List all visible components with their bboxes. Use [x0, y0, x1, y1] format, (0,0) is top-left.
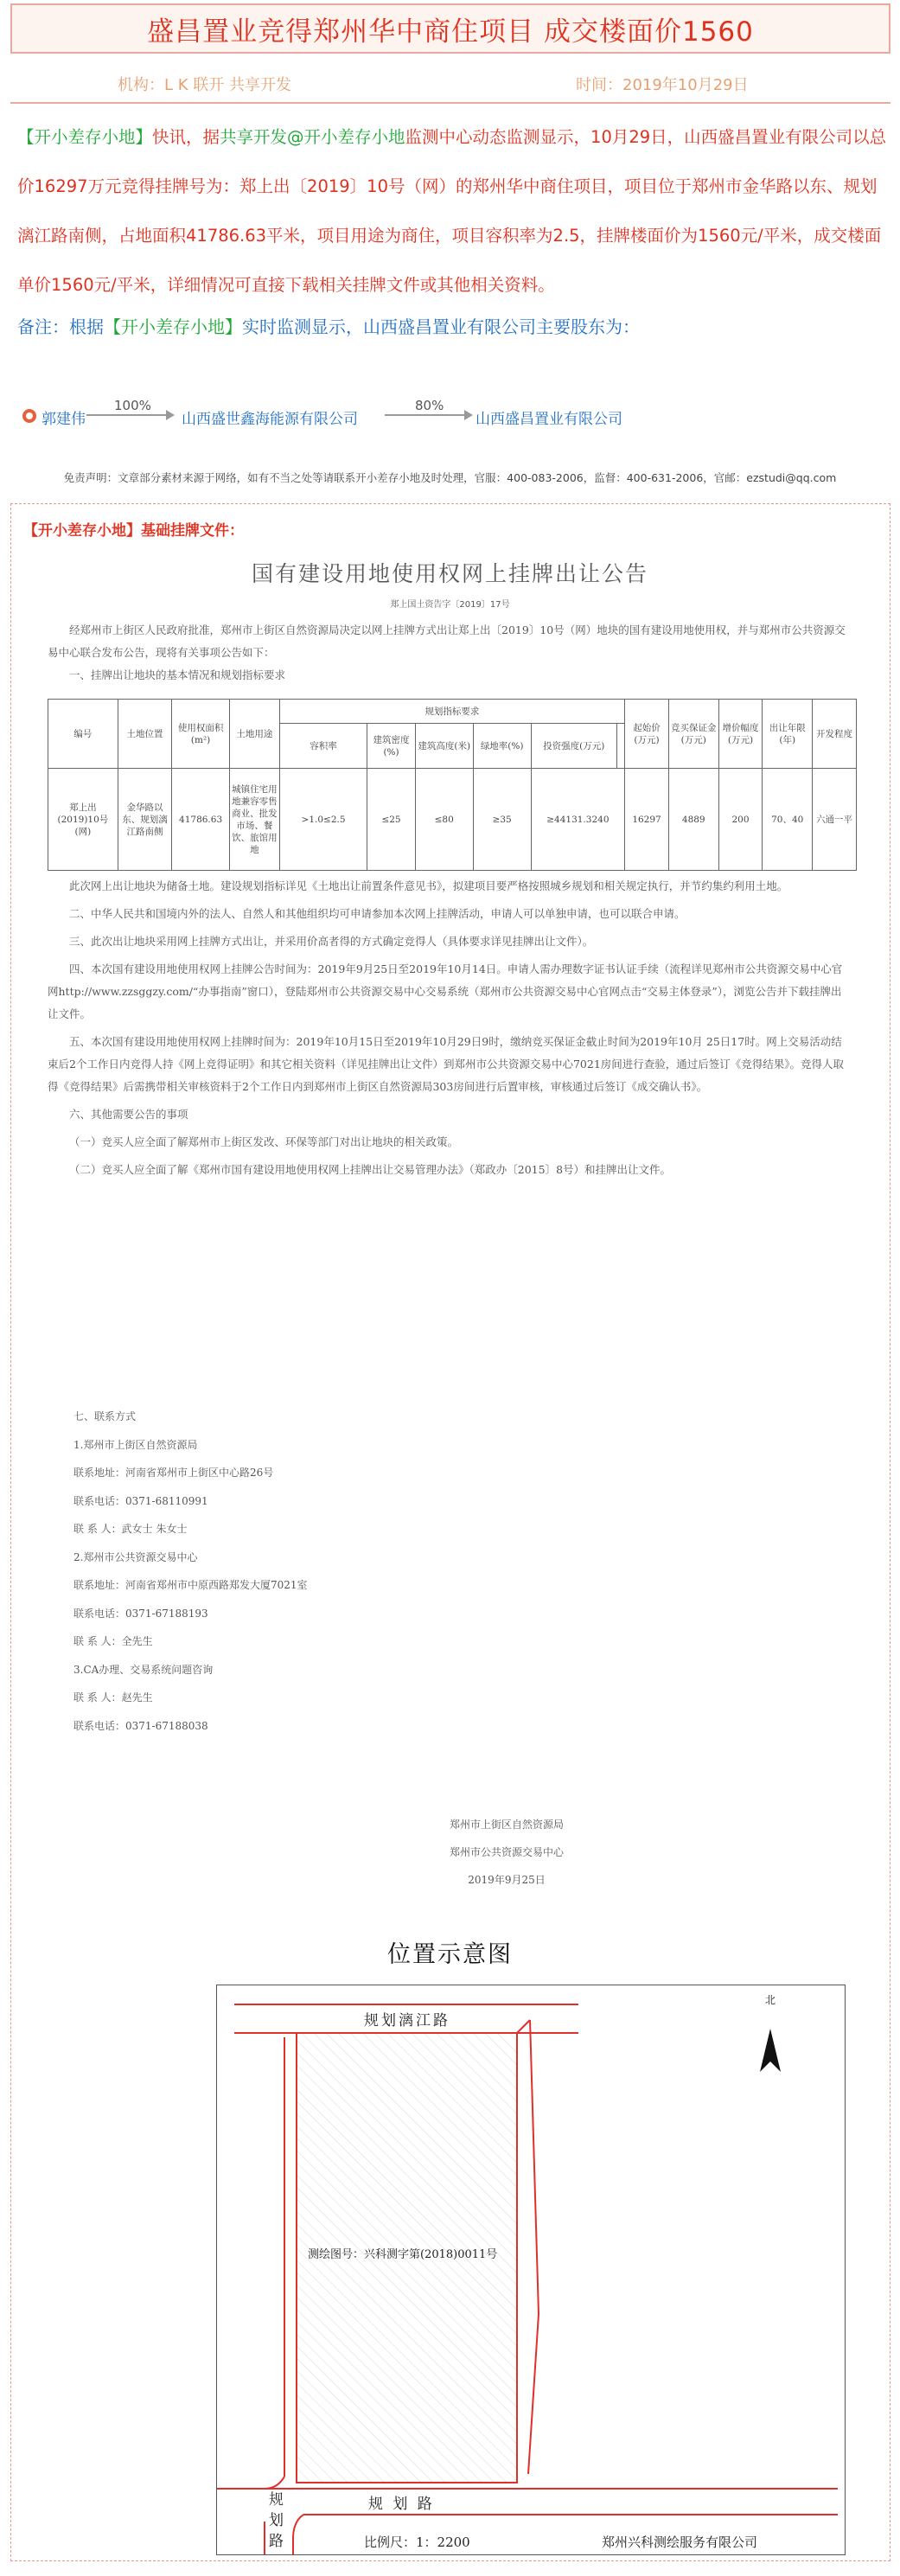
contact-person-1: 联 系 人：武女士 朱女士	[73, 1523, 188, 1535]
td-delivery: 六通一平	[813, 769, 857, 871]
th-no: 编号	[48, 700, 118, 769]
th-plan: 规划指标要求	[279, 700, 624, 724]
th-height: 建筑高度(米)	[415, 724, 473, 769]
article-title: 盛昌置业竞得郑州华中商住项目 成交楼面价1560	[147, 16, 754, 48]
para-method: 三、此次出让地块采用网上挂牌方式出让，并采用价高者得的方式确定竞得人（具体要求详见挂牌出让文件）。	[69, 935, 594, 948]
signer-1: 郑州市上街区自然资源局	[450, 1819, 565, 1831]
road-label-left-2: 划	[269, 2512, 286, 2529]
contact-person-3: 联 系 人：赵先生	[73, 1691, 153, 1703]
share-percent-1: 100%	[114, 398, 151, 413]
arrow-right-icon	[86, 414, 173, 416]
th-start-price: 起始价(万元)	[625, 700, 669, 769]
para-other-heading: 六、其他需要公告的事项	[69, 1108, 188, 1121]
para-announcement-time: 四、本次国有建设用地使用权网上挂牌公告时间为：2019年9月25日至2019年10月14日。申请人需办理数字证书认证手续（流程详见郑州市公共资源交易中心官网http://www.zzsggzy.com/“办事指南”窗口），登陆郑州市公共资源交易中心交易系统（郑州市公共资源交易中心官网点击“交易主体登录”），浏览公告并下载挂牌出让文件。	[48, 962, 843, 1020]
note-tag: 【开小差存小地】	[104, 316, 242, 337]
th-years: 出让年限(年)	[763, 700, 813, 769]
sign-date: 2019年9月25日	[468, 1874, 546, 1886]
article-meta	[10, 59, 890, 104]
road-label-top: 规划漓江路	[364, 2012, 450, 2029]
th-invest: 投资强度(万元)	[531, 724, 616, 769]
th-green: 绿地率(%)	[473, 724, 531, 769]
td-density: ≤25	[367, 769, 415, 871]
road-label-bottom: 规 划 路	[368, 2496, 435, 2513]
map-title: 位置示意图	[387, 1941, 513, 1968]
th-step: 增价幅度(万元)	[718, 700, 763, 769]
survey-company: 郑州兴科测绘服务有限公司	[602, 2534, 758, 2550]
td-step: 200	[718, 769, 763, 871]
td-start-price: 16297	[625, 769, 669, 871]
article-institution: 机构：L K 联开 共享开发	[118, 76, 291, 94]
td-green: ≥35	[473, 769, 531, 871]
para-other-2: （二）竞买人应全面了解《郑州市国有建设用地使用权网上挂牌出让交易管理办法》（郑政办〔2015〕8号）和挂牌出让文件。	[69, 1163, 672, 1176]
para-other-1: （一）竞买人应全面了解郑州市上街区发改、环保等部门对出让地块的相关政策。	[69, 1135, 459, 1148]
contact-person-2: 联 系 人：全先生	[73, 1635, 153, 1647]
contact-phone-2: 联系电话：0371-67188193	[73, 1607, 208, 1620]
news-paragraph	[17, 112, 890, 310]
td-years: 70、40	[763, 769, 813, 871]
article-time: 时间：2019年10月29日	[576, 76, 749, 94]
shareholder-company-1[interactable]: 山西盛世鑫海能源有限公司	[182, 411, 358, 428]
arrow-right-icon	[385, 414, 471, 416]
disclaimer: 免责声明：文章部分素材来源于网络，如有不当之处等请联系开小差存小地及时处理，官服：400-083-2006，监督：400-631-2006，官邮：ezstudi@qq.com	[63, 471, 837, 484]
announcement-intro	[48, 619, 852, 687]
td-area: 41786.63	[172, 769, 230, 871]
contact-heading: 七、联系方式	[73, 1410, 137, 1422]
contact-phone-1: 联系电话：0371-68110991	[73, 1494, 208, 1507]
basic-listing-title: 【开小差存小地】基础挂牌文件：	[23, 522, 244, 540]
share-percent-2: 80%	[415, 398, 444, 413]
th-deposit: 竞买保证金(万元)	[668, 700, 718, 769]
contact-org-2: 2.郑州市公共资源交易中心	[73, 1550, 198, 1563]
contact-info	[73, 1403, 308, 1740]
note-text-a: 备注：根据	[17, 316, 104, 337]
person-icon	[22, 409, 36, 423]
north-label: 北	[764, 1994, 776, 2006]
contact-address-2: 联系地址：河南省郑州市中原西路郑发大厦7021室	[73, 1579, 308, 1591]
para-eligibility: 二、中华人民共和国境内外的法人、自然人和其他组织均可申请参加本次网上挂牌活动，申请人可以单独申请，也可以联合申请。	[69, 907, 686, 920]
th-area: 使用权面积(m²)	[172, 700, 230, 769]
shareholder-chain	[17, 400, 890, 434]
td-far: >1.0≤2.5	[279, 769, 367, 871]
road-label-left-1: 规	[269, 2491, 286, 2509]
td-no: 郑上出(2019)10号(网)	[48, 769, 118, 871]
para-storage-land: 此次网上出让地块为储备土地。建设规划指标详见《土地出让前置条件意见书》，拟建项目要严格按照城乡规划和相关规定执行，并节约集约利用土地。	[69, 879, 788, 892]
map-scale: 比例尺：1：2200	[364, 2534, 470, 2550]
th-use: 土地用途	[230, 700, 280, 769]
signer-2: 郑州市公共资源交易中心	[450, 1846, 565, 1858]
news-text-a: 快讯，据	[152, 127, 220, 147]
td-height: ≤80	[415, 769, 473, 871]
td-deposit: 4889	[668, 769, 718, 871]
shareholder-company-2[interactable]: 山西盛昌置业有限公司	[476, 411, 622, 428]
land-info-table	[48, 699, 857, 871]
location-map	[216, 1985, 846, 2555]
road-label-left-3: 路	[269, 2533, 286, 2550]
source-link[interactable]: 共享开发@开小差存小地	[220, 127, 405, 147]
th-location: 土地位置	[118, 700, 171, 769]
note-text-b: 实时监测显示，山西盛昌置业有限公司主要股东为：	[242, 316, 640, 337]
th-far: 容积率	[279, 724, 367, 769]
td-invest: ≥44131.3240	[531, 769, 625, 871]
signature-block	[450, 1811, 564, 1894]
survey-number: 测绘图号：兴科测字第(2018)0011号	[308, 2248, 498, 2261]
section-1-heading: 一、挂牌出让地块的基本情况和规划指标要求	[69, 668, 286, 681]
th-blank	[616, 724, 624, 769]
map-drawing	[217, 1985, 846, 2555]
announcement-number: 郑上国土资告字〔2019〕17号	[390, 600, 510, 610]
announcement-intro-text: 经郑州市上街区人民政府批准，郑州市上街区自然资源局决定以网上挂牌方式出让郑上出〔2019〕10号（网）地块的国有建设用地使用权，并与郑州市公共资源交易中心联合发布公告，现将有关事项公告如下：	[48, 623, 846, 659]
th-delivery: 开发程度	[813, 700, 857, 769]
contact-org-3: 3.CA办理、交易系统问题咨询	[73, 1663, 214, 1676]
th-density: 建筑密度(%)	[367, 724, 415, 769]
shareholder-person[interactable]: 郭建伟	[41, 411, 86, 428]
para-listing-time: 五、本次国有建设用地使用权网上挂牌时间为：2019年10月15日至2019年10月29日9时，缴纳竞买保证金截止时间为2019年10月 25日17时。网上交易活动结束后2个工作日内竞得人持《网上竞得证明》和其它相关资料（详见挂牌出让文件）到郑州市公共资源交易中心7021房间进行查验，通过后签订《竞得结果》。竞得人取得《竞得结果》后需携带相关审核资料于2个工作日内到郑州市上街区自然资源局303房间进行后置审核，审核通过后签订《成交确认书》。	[48, 1035, 845, 1093]
shareholder-note	[17, 313, 890, 341]
north-arrow-icon	[760, 2029, 781, 2072]
article-title-box	[10, 3, 890, 54]
news-text-b: 监测中心动态监测显示，10月29日，山西盛昌置业有限公司以总价16297万元竞得挂牌号为：郑上出〔2019〕10号（网）的郑州华中商住项目，项目位于郑州市金华路以东、规划漓江路南侧，占地面积41786.63平米，项目用途为商住，项目容积率为2.5，挂牌楼面价为1560元/平米，成交楼面单价1560元/平米，详细情况可直接下载相关挂牌文件或其他相关资料。	[17, 127, 887, 295]
contact-address-1: 联系地址：河南省郑州市上街区中心路26号	[73, 1467, 274, 1479]
announcement-body	[48, 875, 852, 1181]
contact-org-1: 1.郑州市上街区自然资源局	[73, 1438, 198, 1451]
contact-phone-3: 联系电话：0371-67188038	[73, 1719, 208, 1732]
announcement-title: 国有建设用地使用权网上挂牌出让公告	[251, 561, 648, 586]
td-use: 城镇住宅用地兼容零售商业、批发市场、餐饮、旅馆用地	[230, 769, 280, 871]
source-tag: 【开小差存小地】	[17, 127, 153, 147]
td-location: 金华路以东、规划漓江路南侧	[118, 769, 171, 871]
